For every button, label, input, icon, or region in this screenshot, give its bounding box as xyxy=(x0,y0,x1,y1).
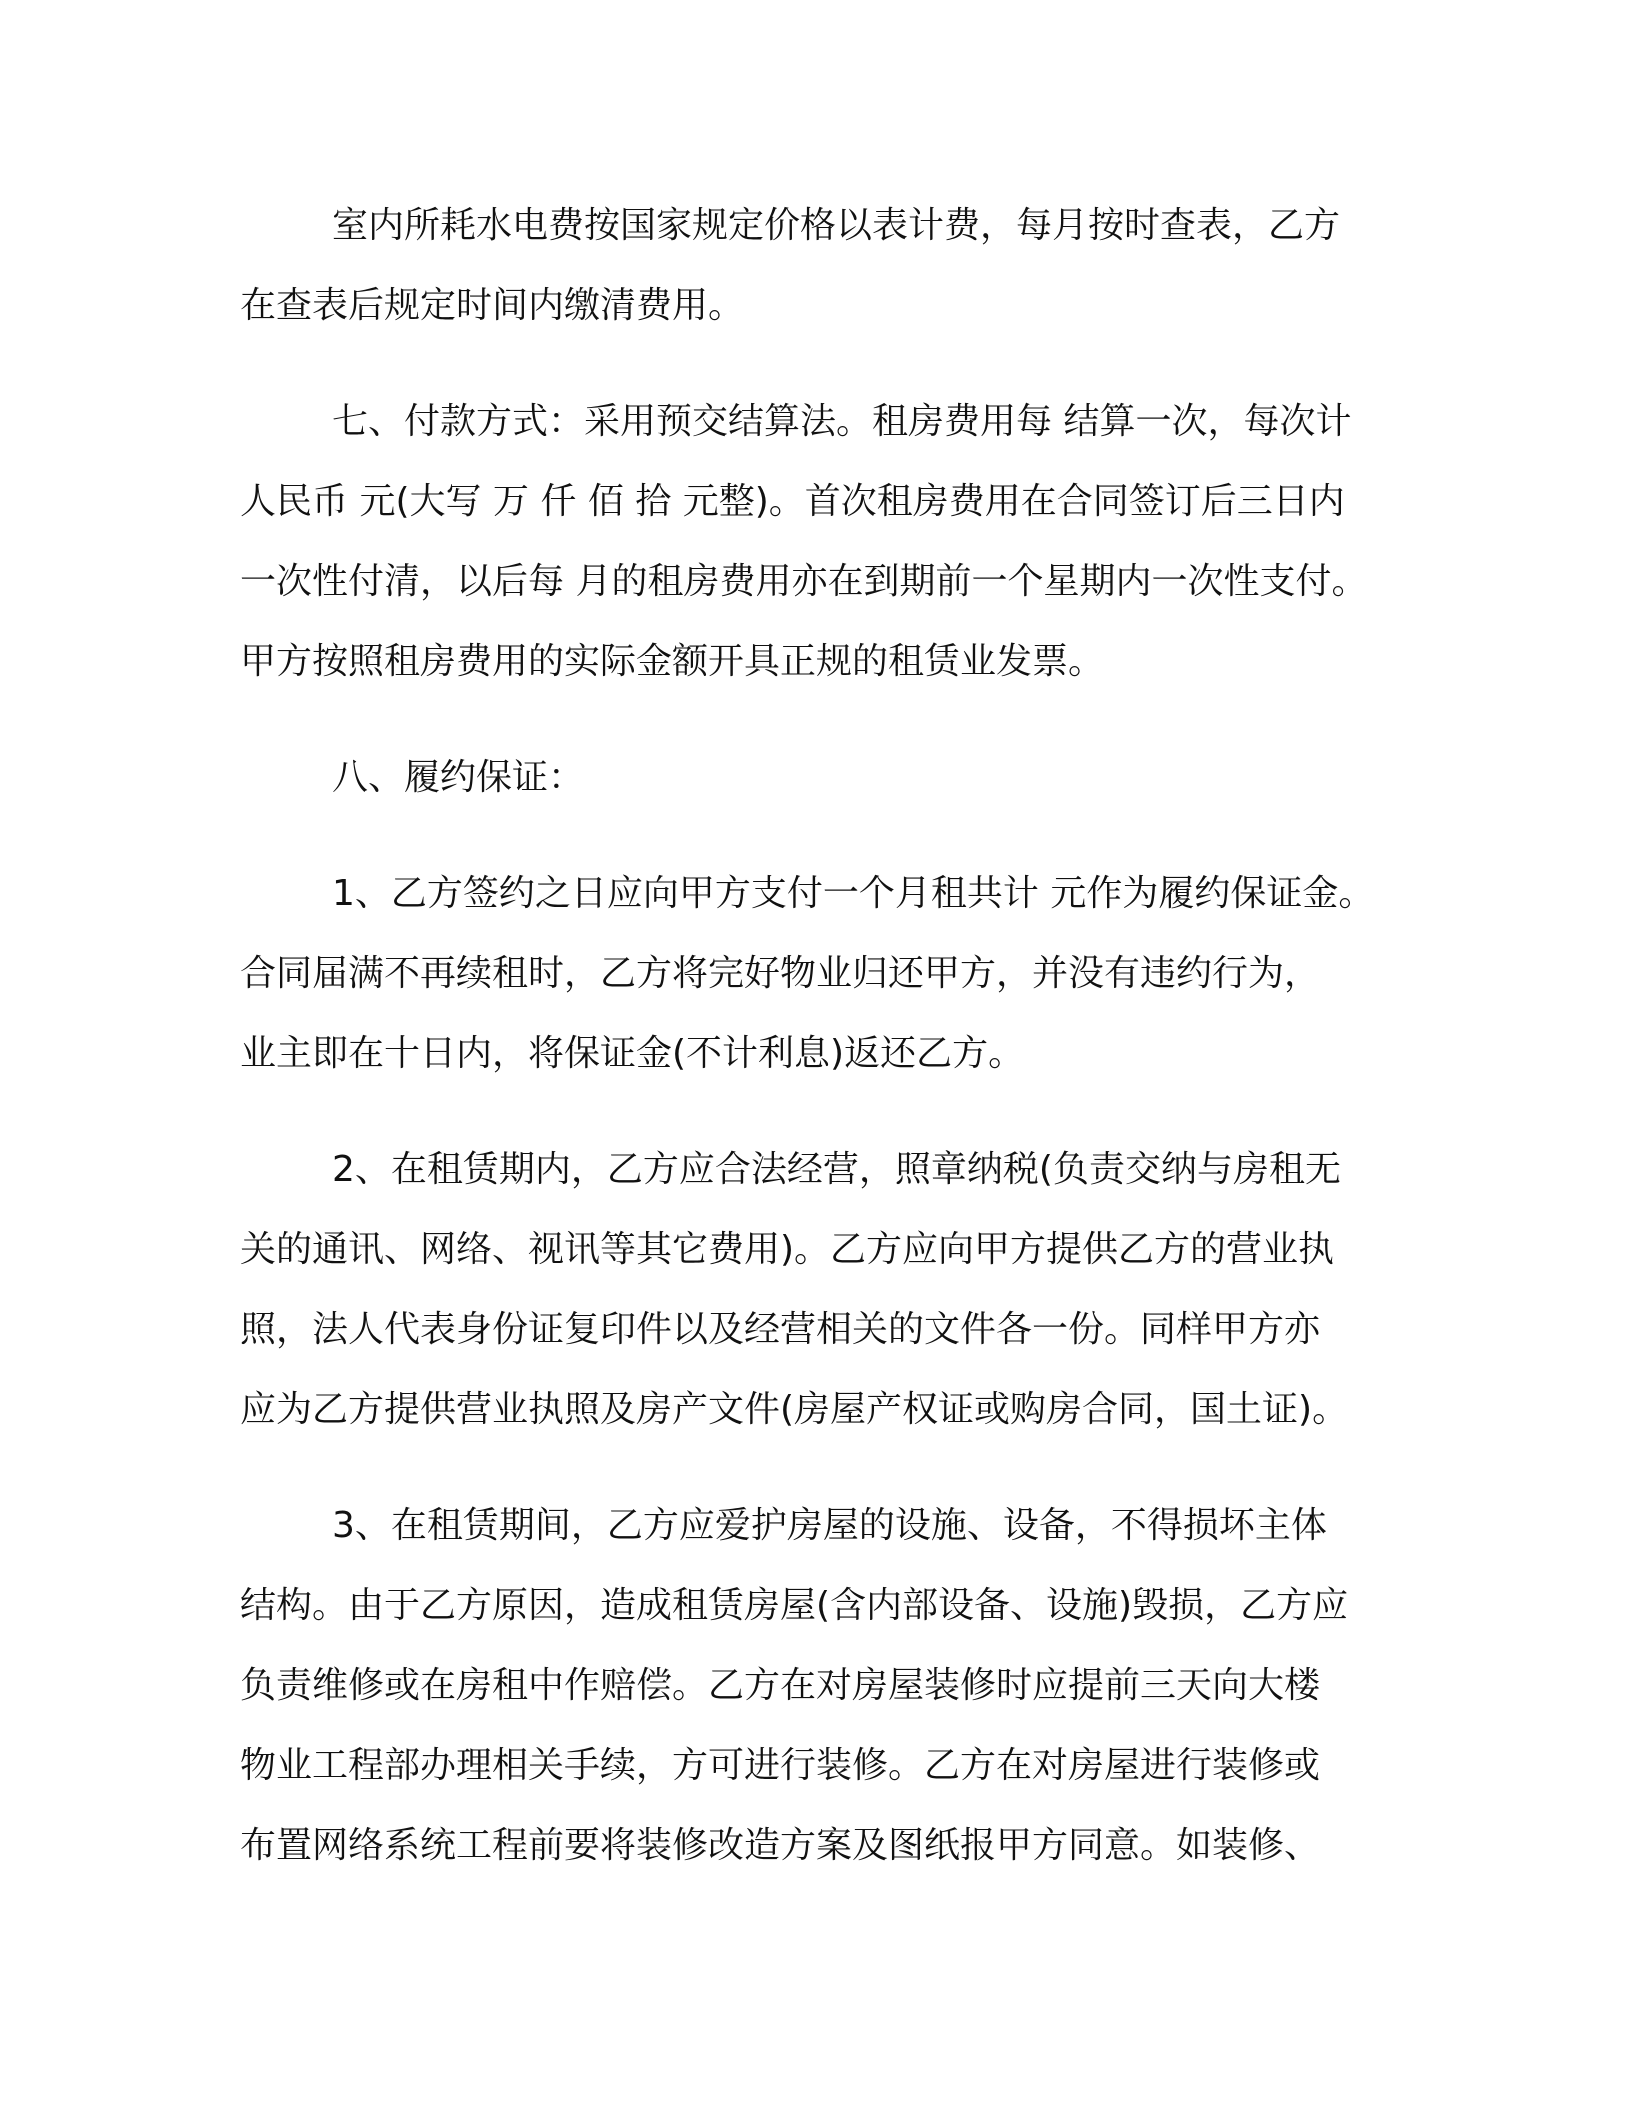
text-line: 结构。由于乙方原因，造成租赁房屋(含内部设备、设施)毁损，乙方应 xyxy=(240,1585,1349,1626)
text-line: 甲方按照租房费用的实际金额开具正规的租赁业发票。 xyxy=(240,641,1105,682)
paragraph-clause-3 xyxy=(240,1486,1390,1886)
text-line: 合同届满不再续租时，乙方将完好物业归还甲方，并没有违约行为， xyxy=(240,953,1321,994)
text-line: 人民币 元(大写 万 仟 佰 拾 元整)。首次租房费用在合同签订后三日内 xyxy=(240,481,1345,522)
text-line: 应为乙方提供营业执照及房产文件(房屋产权证或购房合同，国土证)。 xyxy=(240,1389,1349,1430)
text-line: 七、付款方式：采用预交结算法。租房费用每 结算一次，每次计 xyxy=(332,401,1352,442)
text-line: 照，法人代表身份证复印件以及经营相关的文件各一份。同样甲方亦 xyxy=(240,1309,1321,1350)
text-line: 3、在租赁期间，乙方应爱护房屋的设施、设备，不得损坏主体 xyxy=(332,1505,1327,1546)
text-line: 2、在租赁期内，乙方应合法经营，照章纳税(负责交纳与房租无 xyxy=(332,1149,1341,1190)
text-line: 布置网络系统工程前要将装修改造方案及图纸报甲方同意。如装修、 xyxy=(240,1825,1321,1866)
section-heading: 八、履约保证： xyxy=(332,757,585,798)
text-line: 物业工程部办理相关手续，方可进行装修。乙方在对房屋进行装修或 xyxy=(240,1745,1321,1786)
text-line: 业主即在十日内，将保证金(不计利息)返还乙方。 xyxy=(240,1033,1025,1074)
document-body xyxy=(240,186,1390,1886)
paragraph-utilities xyxy=(240,186,1390,346)
text-line: 负责维修或在房租中作赔偿。乙方在对房屋装修时应提前三天向大楼 xyxy=(240,1665,1321,1706)
text-line: 一次性付清，以后每 月的租房费用亦在到期前一个星期内一次性支付。 xyxy=(240,561,1368,602)
text-line: 1、乙方签约之日应向甲方支付一个月租共计 元作为履约保证金。 xyxy=(332,873,1375,914)
text-line: 关的通讯、网络、视讯等其它费用)。乙方应向甲方提供乙方的营业执 xyxy=(240,1229,1335,1270)
paragraph-clause-1 xyxy=(240,854,1390,1094)
text-line: 在查表后规定时间内缴清费用。 xyxy=(240,285,745,326)
paragraph-payment-method xyxy=(240,382,1390,702)
paragraph-clause-2 xyxy=(240,1130,1390,1450)
paragraph-performance-guarantee-heading xyxy=(240,738,1390,818)
text-line: 室内所耗水电费按国家规定价格以表计费，每月按时查表，乙方 xyxy=(332,205,1341,246)
